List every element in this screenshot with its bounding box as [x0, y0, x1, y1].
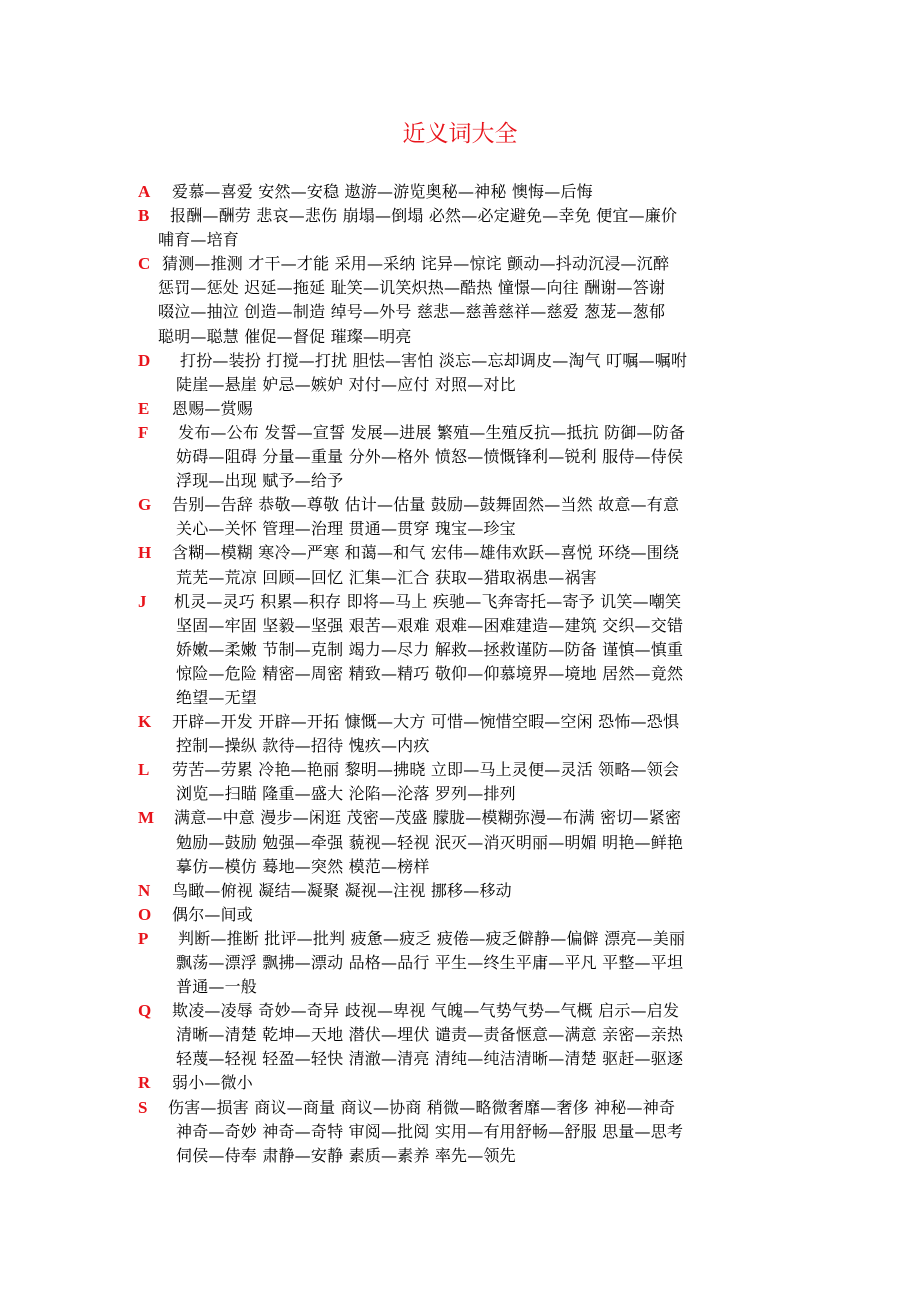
letter-section-n: [138, 879, 898, 903]
letter-section-s: [138, 1096, 898, 1168]
section-letter: B: [138, 206, 150, 226]
section-letter: L: [138, 760, 150, 780]
synonym-line: 控制—操纵 款待—招待 愧疚—内疚: [176, 736, 430, 756]
synonym-line: 告别—告辞 恭敬—尊敬 估计—估量 鼓励—鼓舞固然—当然 故意—有意: [172, 495, 680, 515]
section-letter: P: [138, 928, 149, 948]
synonym-line: 娇嫩—柔嫩 节制—克制 竭力—尽力 解救—拯救谨防—防备 谨慎—慎重: [176, 639, 684, 659]
synonym-line: 弱小—微小: [172, 1073, 254, 1093]
section-letter: R: [138, 1073, 151, 1093]
section-letter: H: [138, 543, 152, 563]
letter-section-g: [138, 493, 898, 541]
synonym-line: 伤害—损害 商议—商量 商议—协商 稍微—略微奢靡—奢侈 神秘—神奇: [168, 1097, 676, 1117]
section-letter: F: [138, 422, 149, 442]
page-title: 近义词大全: [402, 121, 518, 147]
synonym-line: 劳苦—劳累 冷艳—艳丽 黎明—拂晓 立即—马上灵便—灵活 领略—领会: [172, 760, 680, 780]
letter-section-e: [138, 397, 898, 421]
synonym-line: 开辟—开发 开辟—开拓 慷慨—大方 可惜—惋惜空暇—空闲 恐怖—恐惧: [172, 712, 680, 732]
synonym-line: 浮现—出现 赋予—给予: [176, 471, 344, 491]
synonym-line: 哺育—培育: [158, 230, 240, 250]
section-letter: S: [138, 1097, 148, 1117]
synonym-line: 浏览—扫瞄 隆重—盛大 沦陷—沦落 罗列—排列: [176, 784, 516, 804]
synonym-line: 发布—公布 发誓—宣誓 发展—进展 繁殖—生殖反抗—抵抗 防御—防备: [178, 422, 686, 442]
synonym-line: 伺侯—侍奉 肃静—安静 素质—素养 率先—领先: [176, 1145, 516, 1165]
synonym-line: 鸟瞰—俯视 凝结—凝聚 凝视—注视 挪移—移动: [172, 880, 512, 900]
section-letter: A: [138, 182, 151, 201]
synonym-line: 聪明—聪慧 催促—督促 璀璨—明亮: [158, 326, 412, 346]
letter-section-j: [138, 590, 898, 710]
synonym-line: 绝望—无望: [176, 687, 258, 707]
entry-list: [138, 180, 898, 1168]
synonym-line: 报酬—酬劳 悲哀—悲伤 崩塌—倒塌 必然—必定避免—幸免 便宜—廉价: [170, 206, 678, 226]
synonym-line: 欺凌—凌辱 奇妙—奇异 歧视—卑视 气魄—气势气势—气概 启示—启发: [172, 1001, 680, 1021]
letter-section-q: [138, 999, 898, 1071]
synonym-line: 勉励—鼓励 勉强—牵强 藐视—轻视 泯灭—消灭明丽—明媚 明艳—鲜艳: [176, 832, 684, 852]
synonym-line: 惊险—危险 精密—周密 精致—精巧 敬仰—仰慕境界—境地 居然—竟然: [176, 663, 684, 683]
synonym-line: 清晰—清楚 乾坤—天地 潜伏—埋伏 谴责—责备惬意—满意 亲密—亲热: [176, 1025, 684, 1045]
synonym-line: 普通—一般: [176, 977, 258, 997]
synonym-line: 惩罚—惩处 迟延—拖延 耻笑—讥笑炽热—酷热 憧憬—向往 酬谢—答谢: [158, 278, 666, 298]
section-letter: E: [138, 398, 150, 418]
letter-section-f: [138, 421, 898, 493]
section-letter: C: [138, 254, 151, 274]
letter-section-d: [138, 349, 898, 397]
letter-section-k: [138, 710, 898, 758]
synonym-line: 满意—中意 漫步—闲逛 茂密—茂盛 朦胧—模糊弥漫—布满 密切—紧密: [174, 808, 682, 828]
synonym-line: 爱慕—喜爱 安然—安稳 遨游—游览奥秘—神秘 懊悔—后悔: [172, 182, 593, 201]
synonym-line: 猜测—推测 才干—才能 采用—采纳 诧异—惊诧 颤动—抖动沉浸—沉醉: [162, 254, 670, 274]
section-letter: G: [138, 495, 152, 515]
synonym-line: 含糊—模糊 寒冷—严寒 和蔼—和气 宏伟—雄伟欢跃—喜悦 环绕—围绕: [172, 543, 680, 563]
synonym-line: 陡崖—悬崖 妒忌—嫉妒 对付—应付 对照—对比: [176, 374, 516, 394]
synonym-line: 神奇—奇妙 神奇—奇特 审阅—批阅 实用—有用舒畅—舒服 思量—思考: [176, 1121, 684, 1141]
letter-section-r: [138, 1071, 898, 1095]
synonym-line: 坚固—牢固 坚毅—坚强 艰苦—艰难 艰难—困难建造—建筑 交织—交错: [176, 615, 684, 635]
section-letter: J: [138, 591, 147, 611]
letter-section-o: [138, 903, 898, 927]
synonym-line: 恩赐—赏赐: [172, 398, 254, 418]
synonym-line: 打扮—装扮 打搅—打扰 胆怯—害怕 淡忘—忘却调皮—淘气 叮嘱—嘱咐: [180, 350, 688, 370]
synonym-line: 轻蔑—轻视 轻盈—轻快 清澈—清亮 清纯—纯洁清晰—清楚 驱赶—驱逐: [176, 1049, 684, 1069]
letter-section-h: [138, 541, 898, 589]
section-letter: N: [138, 880, 151, 900]
section-letter: D: [138, 350, 151, 370]
letter-section-l: [138, 758, 898, 806]
synonym-line: 判断—推断 批评—批判 疲惫—疲乏 疲倦—疲乏僻静—偏僻 漂亮—美丽: [178, 928, 686, 948]
synonym-line: 飘荡—漂浮 飘拂—漂动 品格—品行 平生—终生平庸—平凡 平整—平坦: [176, 953, 684, 972]
letter-section-m: [138, 806, 898, 878]
synonym-line: 机灵—灵巧 积累—积存 即将—马上 疾驰—飞奔寄托—寄予 讥笑—嘲笑: [174, 591, 682, 611]
section-letter: Q: [138, 1001, 152, 1021]
section-letter: O: [138, 904, 152, 924]
synonym-line: 妨碍—阻碍 分量—重量 分外—格外 愤怒—愤慨锋利—锐利 服侍—侍侯: [176, 447, 684, 467]
synonym-line: 荒芜—荒凉 回顾—回忆 汇集—汇合 获取—猎取祸患—祸害: [176, 567, 597, 587]
letter-section-b: [138, 204, 898, 252]
section-letter: K: [138, 712, 152, 732]
section-letter: M: [138, 808, 155, 828]
letter-section-p: [138, 927, 898, 999]
synonym-line: 摹仿—模仿 蓦地—突然 模范—榜样: [176, 856, 430, 876]
letter-section-c: [138, 252, 898, 348]
synonym-line: 关心—关怀 管理—治理 贯通—贯穿 瑰宝—珍宝: [176, 519, 516, 539]
synonym-line: 偶尔—间或: [172, 904, 254, 924]
letter-section-a: [138, 180, 898, 204]
synonym-line: 啜泣—抽泣 创造—制造 绰号—外号 慈悲—慈善慈祥—慈爱 葱茏—葱郁: [158, 302, 666, 322]
